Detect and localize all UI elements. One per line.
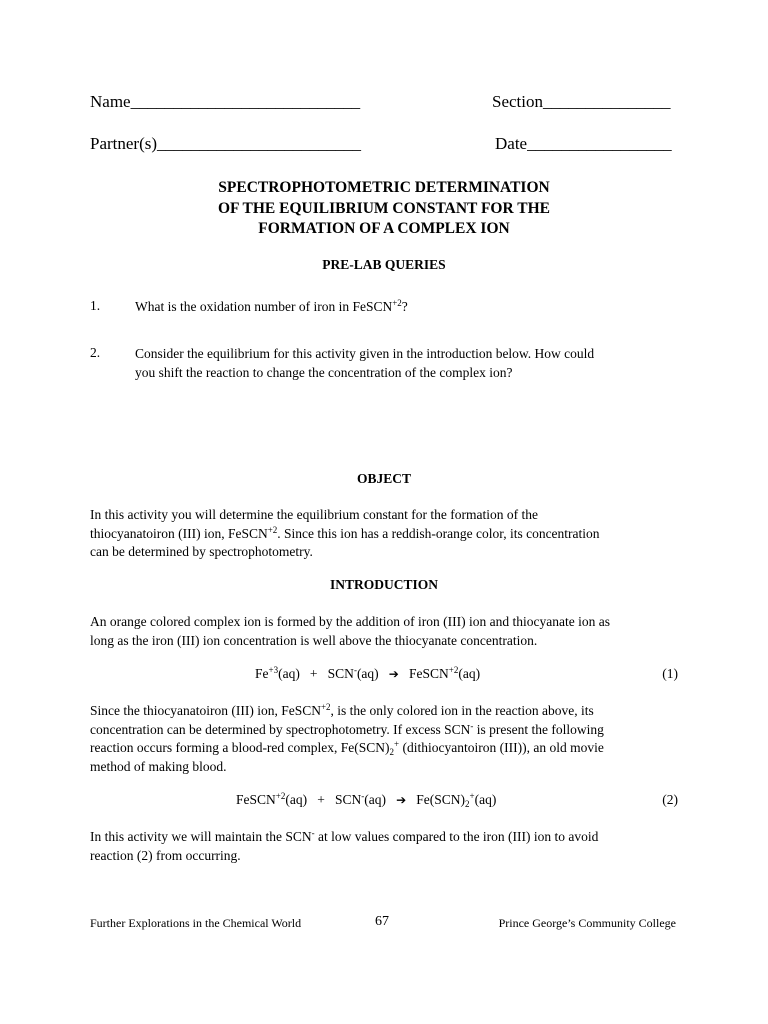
question-1-number: 1. bbox=[90, 298, 101, 313]
introduction-heading: INTRODUCTION bbox=[329, 577, 438, 592]
footer-book-title: Further Explorations in the Chemical World bbox=[90, 916, 302, 930]
partners-field-label: Partner(s)________________________ bbox=[90, 134, 362, 153]
title-line-2: OF THE EQUILIBRIUM CONSTANT FOR THE bbox=[217, 199, 551, 217]
name-field-label: Name___________________________ bbox=[90, 92, 361, 111]
equation-2-number: (2) bbox=[662, 792, 678, 807]
question-2-text: Consider the equilibrium for this activity given in the introduction below. How could you shift the reaction to change the concentration of the complex ion? bbox=[135, 346, 595, 380]
document-title bbox=[0, 178, 768, 240]
prelab-heading: PRE-LAB QUERIES bbox=[322, 257, 446, 272]
date-field-label: Date_________________ bbox=[495, 134, 672, 153]
equation-1: $Fe^{+3}(aq) + SCN^-(aq)$ ➔ FeSCN$^{+2}$(aq) bbox=[255, 665, 481, 681]
reaction-arrow-icon: ➔ bbox=[388, 667, 399, 681]
question-2-number: 2. bbox=[90, 345, 101, 360]
page-number: 67 bbox=[375, 914, 389, 929]
intro-paragraph-3: In this activity we will maintain the SCN- at low values compared to the iron (III) ion to avoid reaction (2) from occurring. bbox=[90, 828, 599, 863]
intro-paragraph-2: Since the thiocyanatoiron (III) ion, FeSCN$^{+2}$, is the only colored ion in the reaction above, its concentration can be determined by spectrophotometry. If excess SCN- is present the following reaction occurs forming a blood-red complex, $Fe(SCN)_2^+$ (dithiocyantoiron (III)), an old movie method of making blood. bbox=[90, 702, 604, 774]
title-line-3: FORMATION OF A COMPLEX ION bbox=[258, 220, 510, 237]
equation-1-number: (1) bbox=[662, 666, 678, 681]
title-line-1: SPECTROPHOTOMETRIC DETERMINATION bbox=[218, 179, 550, 196]
equation-2: FeSCN$^{+2}$(aq) + SCN-(aq) ➔ $Fe(SCN)_2^+(aq)$ bbox=[236, 791, 497, 809]
reaction-arrow-icon: ➔ bbox=[396, 793, 407, 807]
object-heading: OBJECT bbox=[356, 471, 411, 486]
intro-paragraph-1: An orange colored complex ion is formed by the addition of iron (III) ion and thiocyanate ion as long as the iron (III) ion concentration is well above the thiocyanate concentration. bbox=[90, 614, 610, 648]
footer-institution: Prince George’s Community College bbox=[498, 916, 676, 930]
section-field-label: Section_______________ bbox=[492, 92, 671, 111]
object-paragraph: In this activity you will determine the equilibrium constant for the formation of the thiocyanatoiron (III) ion, FeSCN$^{+2}$. Since this ion has a reddish-orange color, its concentration can be determined by spectrophotometry. bbox=[90, 507, 600, 559]
question-1-text: What is the oxidation number of iron in FeSCN$^{+2}$? bbox=[135, 298, 408, 314]
